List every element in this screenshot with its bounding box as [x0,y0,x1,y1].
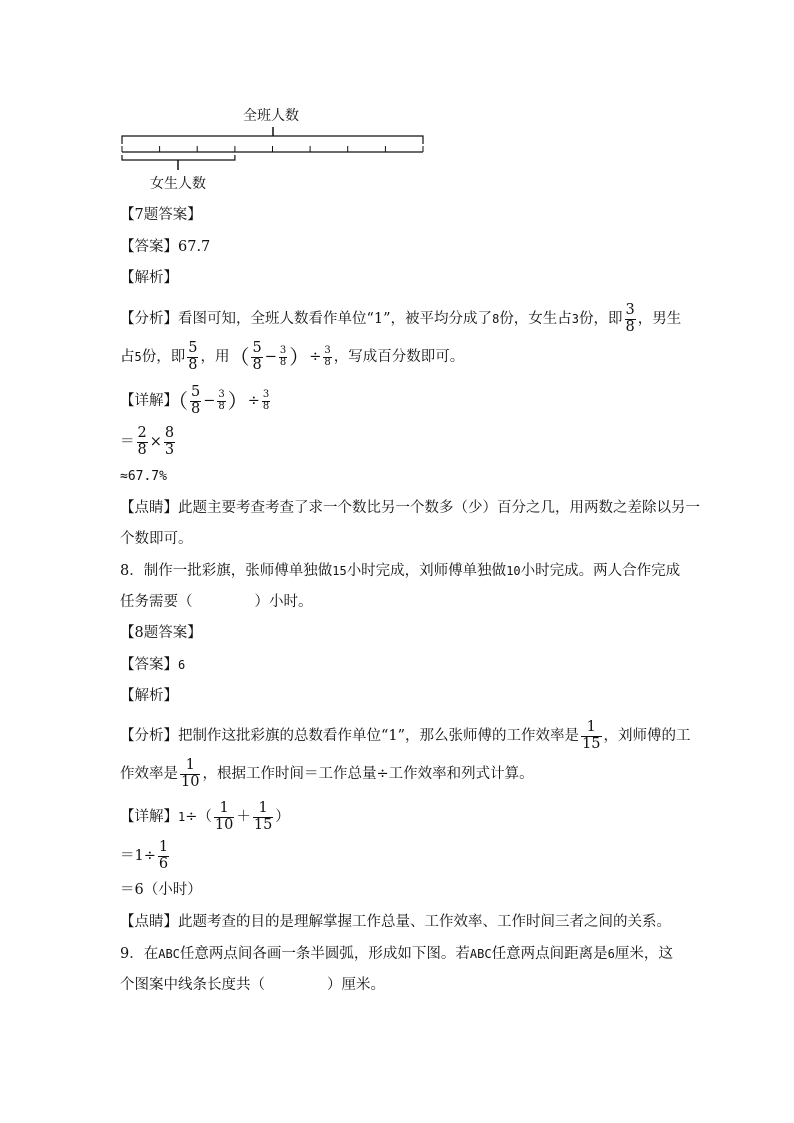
diagram-top-label: 全班人数 [243,108,299,124]
q8-answer-header: 【8题答案】 [120,625,202,641]
q7-analysis-line-2: 占5份，即 $\frac{5}{8}$ ，用（ $\frac{5}{8}$ − $\frac{3}{8}$ ）÷ $\frac{3}{8}$ ，写成百分数即可。 [120,340,465,373]
q7-key-point-line-2: 个数即可。 [120,531,193,547]
q7-key-point-line-1: 【点睛】此题主要考查考查了求一个数比另一个数多（少）百分之几，用两数之差除以另一 [120,500,700,516]
q8-step-2: ＝6（小时） [120,882,202,898]
q8-analysis-line-1: 【分析】把制作这批彩旗的总数看作单位“1”，那么张师傅的工作效率是 $\frac{1}{15}$ ，刘师傅的工 [120,719,691,752]
q7-answer: 【答案】67.7 [120,239,211,255]
q8-analysis-line-2: 作效率是 $\frac{1}{10}$ ，根据工作时间＝工作总量÷工作效率和列式计算。 [120,757,534,790]
segment-diagram [110,100,440,195]
fraction: $\frac{1}{10}$ [181,757,200,790]
q8-stem-line-2: 任务需要（ ）小时。 [120,594,313,610]
fraction: $\frac{1}{15}$ [582,719,601,752]
fraction: $\frac{2}{8}$ [137,425,147,458]
q7-analysis-line-1: 【分析】看图可知，全班人数看作单位“1”，被平均分成了8份，女生占3份，即 $\frac{3}{8}$ ，男生 [120,302,682,335]
fraction: $\frac{3}{8}$ [324,345,331,368]
fraction: $\frac{3}{8}$ [262,389,270,412]
fraction: $\frac{1}{10}$ [214,800,234,833]
fraction: $\frac{3}{8}$ [279,345,287,368]
q7-answer-header: 【7题答案】 [120,207,202,223]
q7-step-2: ≈67.7% [120,469,167,484]
fraction: $\frac{8}{3}$ [164,425,175,458]
fraction: $\frac{3}{8}$ [625,302,635,335]
q7-analysis-header: 【解析】 [120,270,178,286]
q8-key-point: 【点睛】此题考查的目的是理解掌握工作总量、工作效率、工作时间三者之间的关系。 [120,914,671,930]
fraction: $\frac{5}{8}$ [252,340,262,373]
fraction: $\frac{1}{15}$ [253,800,273,833]
q8-detail-line: 【详解】1÷（ $\frac{1}{10}$ ＋ $\frac{1}{15}$ ） [120,800,290,833]
q8-stem-line-1: 8．制作一批彩旗，张师傅单独做15小时完成，刘师傅单独做10小时完成。两人合作完成 [120,563,681,579]
q8-answer: 【答案】6 [120,657,186,673]
q8-analysis-header: 【解析】 [120,688,178,704]
q7-step-1: ＝ $\frac{2}{8}$ × $\frac{8}{3}$ [120,425,175,458]
q9-stem-line-2: 个图案中线条长度共（ ）厘米。 [120,977,385,993]
q9-stem-line-1: 9．在ABC任意两点间各画一条半圆弧，形成如下图。若ABC任意两点间距离是6厘米，这 [120,946,673,962]
fraction: $\frac{1}{6}$ [158,839,169,872]
fraction: $\frac{5}{8}$ [191,384,201,417]
fraction: $\frac{5}{8}$ [188,340,198,373]
q8-step-1: ＝1÷ $\frac{1}{6}$ [120,839,169,872]
diagram-bottom-label: 女生人数 [150,176,206,192]
q7-detail-line: 【详解】（ $\frac{5}{8}$ − $\frac{3}{8}$ ）÷ $\frac{3}{8}$ [120,384,270,417]
fraction: $\frac{3}{8}$ [218,389,225,412]
